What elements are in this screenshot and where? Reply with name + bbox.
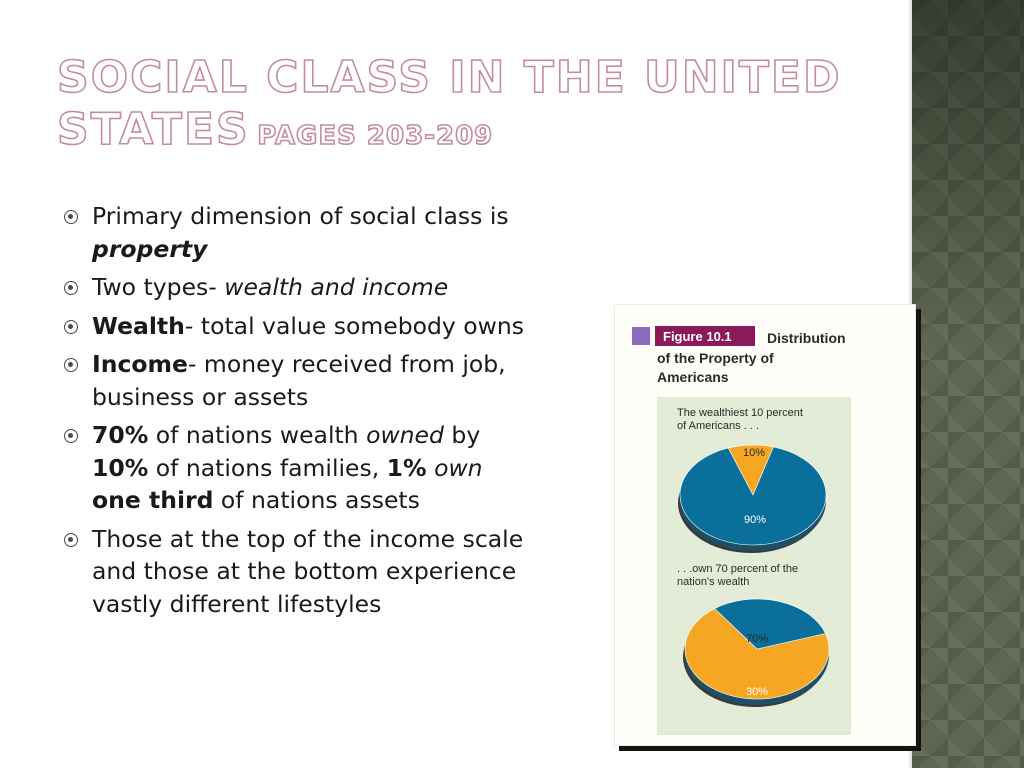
bullet-item: [62, 310, 532, 343]
bullet-text-segment: owned: [366, 421, 444, 449]
side-decor-panel: [912, 0, 1024, 768]
circle-bullet-icon: [64, 533, 78, 547]
figure-marker-square: [632, 327, 650, 345]
bullet-text-segment: [427, 454, 434, 482]
bullet-text-segment: Those at the top of the income scale and those at the bottom experience vastly different lifestyles: [92, 524, 524, 618]
pie-slice-label: 10%: [742, 447, 766, 459]
figure-graphic: [615, 305, 915, 745]
bullet-text-segment: 1%: [386, 453, 427, 482]
pie-slice-label: 30%: [745, 686, 769, 698]
figure-label: Figure 10.1: [663, 329, 732, 344]
bullet-text-segment: wealth and income: [224, 273, 449, 301]
bullet-item: [62, 348, 532, 413]
bullet-list: [62, 200, 532, 626]
bottom-pie-chart: [683, 599, 829, 707]
pie-slice-label: 70%: [745, 633, 769, 645]
bullet-text-segment: Wealth: [92, 311, 185, 340]
bullet-text-segment: Income: [92, 350, 188, 378]
bullet-item: [62, 419, 532, 517]
figure-card: [614, 304, 916, 746]
figure-title-line3: Americans: [657, 369, 729, 385]
top-pie-caption-line2: of Americans . . .: [677, 420, 759, 432]
circle-bullet-icon: [64, 281, 78, 295]
bullet-text-segment: one third: [92, 486, 214, 514]
bullet-text-segment: by: [443, 421, 481, 449]
circle-bullet-icon: [64, 429, 78, 443]
bullet-text-segment: Two types-: [92, 273, 225, 301]
figure-title-line2: of the Property of: [657, 350, 774, 366]
slide-title-pages: PAGES 203-209: [257, 121, 494, 151]
bottom-pie-caption-line1: . . .own 70 percent of the: [677, 563, 799, 575]
slide-title: [57, 52, 857, 156]
bullet-text-segment: of nations families,: [148, 453, 387, 482]
bullet-text-segment: 70%: [92, 421, 149, 449]
bullet-item: [62, 523, 532, 621]
figure-title-line1: Distribution: [767, 330, 846, 346]
slide-title-main: SOCIAL CLASS IN THE UNITED STATES: [57, 52, 842, 155]
bullet-text-segment: - money received from job, business or assets: [92, 350, 506, 411]
pie-slice-label: 90%: [743, 514, 767, 526]
bullet-text-segment: of nations assets: [213, 486, 420, 514]
bottom-pie-caption-line2: nation's wealth: [677, 576, 750, 588]
bullet-text-segment: Primary dimension of social class is: [92, 202, 509, 230]
circle-bullet-icon: [64, 320, 78, 334]
bullet-item: [62, 200, 532, 265]
bullet-text-segment: - total value somebody owns: [184, 311, 525, 340]
top-pie-chart: [678, 445, 826, 553]
bullet-text-segment: own: [434, 453, 483, 482]
bullet-item: [62, 271, 532, 304]
top-pie-caption-line1: The wealthiest 10 percent: [677, 407, 803, 419]
bullet-text-segment: property: [92, 234, 208, 263]
circle-bullet-icon: [64, 358, 78, 372]
circle-bullet-icon: [64, 210, 78, 224]
bullet-text-segment: 10%: [92, 453, 149, 482]
bullet-text-segment: of nations wealth: [148, 421, 367, 449]
